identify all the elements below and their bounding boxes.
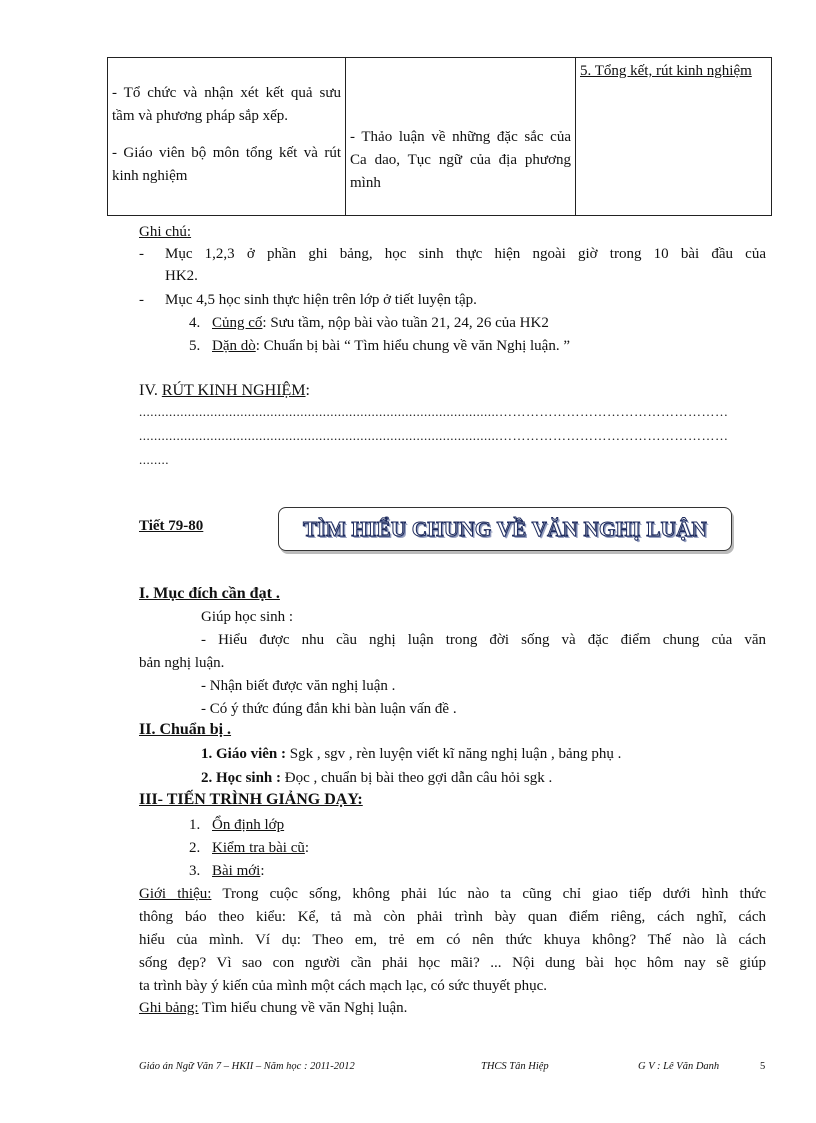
step-number: 2. <box>189 840 201 856</box>
section-text: - Có ý thức đúng đắn khi bàn luận vấn đề . <box>201 701 457 717</box>
table-text: - Thảo luận về những đặc sắc của Ca dao, Tục ngữ của địa phương mình <box>350 129 571 191</box>
prep-student <box>201 768 552 788</box>
dotted-line: ........ <box>139 452 169 467</box>
intro-text: hiểu của mình. Ví dụ: Theo em, trẻ em có nên thức khuya không? Thế nào là cách <box>139 932 766 948</box>
section-text: bản nghị luận. <box>139 655 225 671</box>
step-item <box>212 838 309 858</box>
section-text: Giúp học sinh : <box>201 609 294 625</box>
page-number: 5 <box>760 1061 766 1072</box>
review-prefix: IV. <box>139 382 162 399</box>
bullet-dash: - <box>139 292 144 308</box>
intro-label: Giới thiệu: <box>139 886 212 902</box>
note-text: : Chuẩn bị bài “ Tìm hiểu chung về văn Nghị luận. ” <box>255 338 570 354</box>
step-colon: : <box>260 863 265 879</box>
prep-label: 2. Học sinh : <box>201 770 282 786</box>
table-text: 5. Tổng kết, rút kinh nghiệm <box>580 63 752 79</box>
board-note <box>139 998 407 1018</box>
table-cell-summary <box>576 58 772 216</box>
note-number: 5. <box>189 338 201 354</box>
table-text: - Giáo viên bộ môn tổng kết và rút kinh nghiệm <box>112 145 341 184</box>
step-number: 1. <box>189 817 201 833</box>
section-heading: II. Chuẩn bị . <box>139 721 232 738</box>
prep-text: Sgk , sgv , rèn luyện viết kĩ năng nghị luận , bảng phụ . <box>286 746 622 762</box>
table-cell-discussion <box>346 58 576 216</box>
footer-right: G V : Lê Văn Danh <box>638 1061 720 1072</box>
note-label: Dặn dò <box>212 338 256 354</box>
prep-label: 1. Giáo viên : <box>201 746 286 762</box>
section-text: - Nhận biết được văn nghị luận . <box>201 678 396 694</box>
intro-paragraph <box>139 884 766 904</box>
review-heading <box>139 381 310 401</box>
dotted-line: ................................................................................................…………………………………………… <box>139 404 729 419</box>
note-label: Củng cố <box>212 315 263 331</box>
lesson-period: Tiết 79-80 <box>139 518 204 534</box>
step-item <box>212 861 265 881</box>
table-cell-activities <box>108 58 346 216</box>
note-item: HK2. <box>165 268 198 284</box>
note-text: : Sưu tầm, nộp bài vào tuần 21, 24, 26 của HK2 <box>262 315 549 331</box>
board-text: Tìm hiểu chung về văn Nghị luận. <box>198 1000 408 1016</box>
step-number: 3. <box>189 863 201 879</box>
note-number: 4. <box>189 315 201 331</box>
intro-text: Trong cuộc sống, không phải lúc nào ta cũng chỉ giao tiếp dưới hình thức <box>211 886 766 902</box>
prep-text: Đọc , chuẩn bị bài theo gợi dẫn câu hỏi sgk . <box>281 770 553 786</box>
dotted-line: ................................................................................................…………………………………………… <box>139 428 729 443</box>
note-homework <box>212 336 570 356</box>
step-label: Kiểm tra bài cũ <box>212 840 305 856</box>
section-heading: III- TIẾN TRÌNH GIẢNG DẠY: <box>139 791 363 808</box>
board-label: Ghi bảng: <box>139 1000 199 1016</box>
note-item: Mục 4,5 học sinh thực hiện trên lớp ở tiết luyện tập. <box>165 292 477 308</box>
notes-heading: Ghi chú: <box>139 224 192 240</box>
review-colon: : <box>305 382 310 399</box>
intro-text: thông báo theo kiểu: Kể, tả mà còn phải trình bày quan điểm riêng, cách nghĩ, cách <box>139 909 766 925</box>
step-colon: : <box>304 840 310 856</box>
section-heading: I. Mục đích cần đạt . <box>139 585 280 602</box>
step-label: Bài mới <box>212 863 261 879</box>
step-label: Ổn định lớp <box>212 817 285 833</box>
footer-left: Giáo án Ngữ Văn 7 – HKII – Năm học : 2011-2012 <box>139 1061 355 1072</box>
lesson-title-box <box>278 507 732 551</box>
intro-text: sống đẹp? Vì sao con người cần phải học mãi? ... Nội dung bài học hôm nay sẽ giúp <box>139 955 766 971</box>
note-item: Mục 1,2,3 ở phần ghi bảng, học sinh thực hiện ngoài giờ trong 10 bài đầu của <box>165 246 766 262</box>
section-text: - Hiểu được nhu cầu nghị luận trong đời sống và đặc điểm chung của văn <box>201 632 766 648</box>
table-text: - Tổ chức và nhận xét kết quả sưu tầm và phương pháp sắp xếp. <box>112 85 341 124</box>
note-consolidate <box>212 313 549 333</box>
review-title: RÚT KINH NGHIỆM <box>161 382 306 399</box>
footer-center: THCS Tân Hiệp <box>481 1061 549 1072</box>
bullet-dash: - <box>139 246 144 262</box>
intro-text: ta trình bày ý kiến của mình một cách mạch lạc, có sức thuyết phục. <box>139 978 547 994</box>
lesson-title: TÌM HIỂU CHUNG VỀ VĂN NGHỊ LUẬN <box>302 516 708 541</box>
prep-teacher <box>201 744 621 764</box>
activity-table <box>107 57 772 216</box>
